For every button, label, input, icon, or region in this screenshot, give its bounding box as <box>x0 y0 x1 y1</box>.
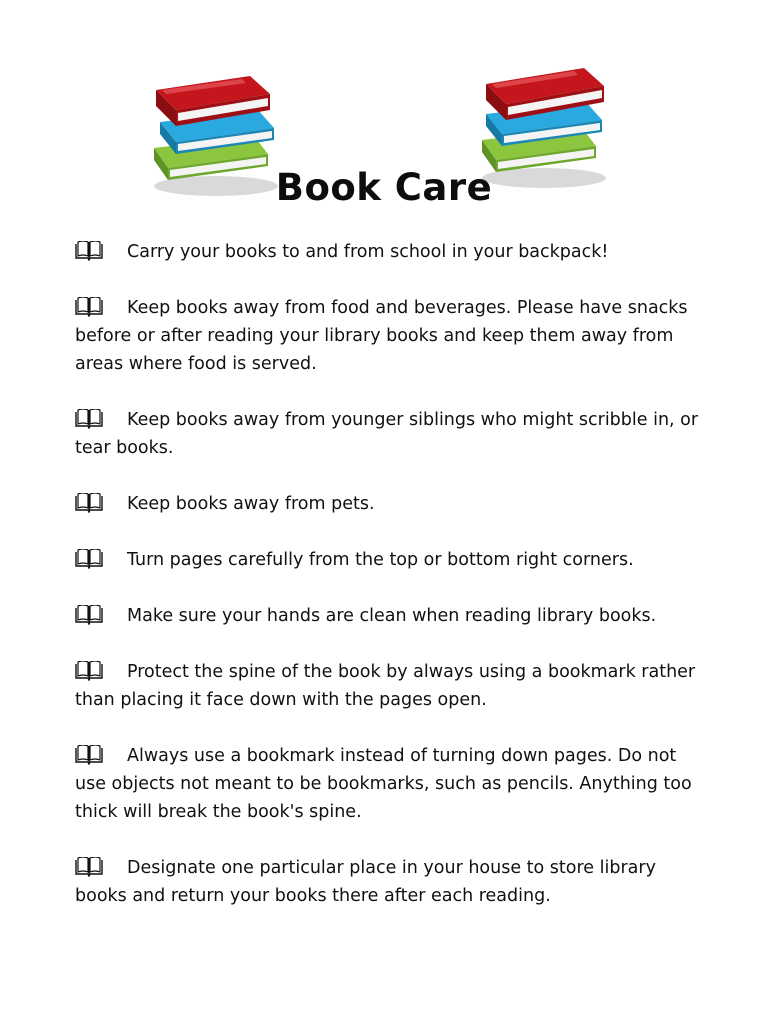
tip-text: Keep books away from pets. <box>127 494 375 514</box>
list-item <box>75 658 703 714</box>
tip-text: Turn pages carefully from the top or bottom right corners. <box>127 550 634 570</box>
list-item <box>75 742 703 826</box>
list-item <box>75 294 703 378</box>
tip-text: Protect the spine of the book by always using a bookmark rather than placing it face down with the pages open. <box>75 662 696 710</box>
list-item <box>75 546 703 574</box>
open-book-icon <box>75 658 127 681</box>
list-item <box>75 602 703 630</box>
open-book-icon <box>75 238 127 261</box>
tip-text: Designate one particular place in your house to store library books and return your books there after each reading. <box>75 858 656 906</box>
open-book-icon <box>75 742 127 765</box>
tips-list <box>75 238 703 938</box>
tip-text: Keep books away from younger siblings who might scribble in, or tear books. <box>75 410 699 458</box>
list-item <box>75 854 703 910</box>
list-item <box>75 490 703 518</box>
tip-text: Carry your books to and from school in your backpack! <box>127 242 609 262</box>
list-item <box>75 238 703 266</box>
tip-text: Always use a bookmark instead of turning down pages. Do not use objects not meant to be bookmarks, such as pencils. Anything too thick will break the book's spine. <box>75 746 692 822</box>
open-book-icon <box>75 546 127 569</box>
tip-text: Keep books away from food and beverages. Please have snacks before or after reading your library books and keep them away from areas where food is served. <box>75 298 688 374</box>
list-item <box>75 406 703 462</box>
open-book-icon <box>75 406 127 429</box>
open-book-icon <box>75 294 127 317</box>
open-book-icon <box>75 854 127 877</box>
open-book-icon <box>75 602 127 625</box>
open-book-icon <box>75 490 127 513</box>
tip-text: Make sure your hands are clean when reading library books. <box>127 606 657 626</box>
page-title: Book Care <box>275 166 493 209</box>
